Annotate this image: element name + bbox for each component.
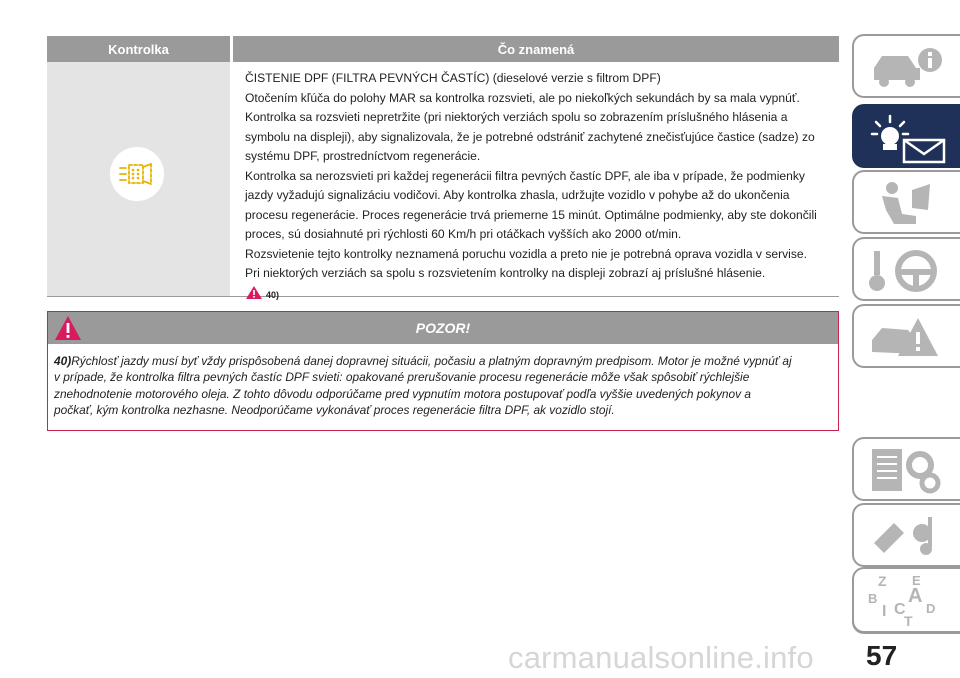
seat-airbag-icon — [868, 180, 948, 228]
index-letter: T — [904, 613, 913, 629]
warning-line: počkať, kým kontrolka nezhasne. Neodporúčame vykonávať proces regenerácie filtra DPF, ak vozidlo stojí. — [54, 402, 615, 417]
warning-reference[interactable] — [245, 285, 839, 300]
warning-line-text: Rýchlosť jazdy musí byť vždy prispôsobená danej dopravnej situácii, počasiu a platným dopravným predpisom. Motor je možné vypnúť aj — [71, 354, 792, 368]
meaning-line: procesu regenerácie. Proces regenerácie trvá priemerne 15 minút. Optimálne podmienky, aby ste dokončili — [245, 207, 817, 222]
tab-starting-driving[interactable] — [852, 237, 960, 301]
icon-cell — [47, 62, 230, 296]
technical-data-icon — [868, 513, 948, 561]
index-letter: B — [868, 591, 878, 606]
warning-lights-message-icon — [868, 114, 948, 164]
meaning-cell — [230, 62, 839, 300]
alphabetical-index-icon — [864, 571, 948, 631]
dpf-warning-light-icon — [110, 147, 164, 201]
warning-header — [48, 312, 838, 344]
tab-emergency[interactable] — [852, 304, 960, 368]
tab-car-info[interactable] — [852, 34, 960, 98]
maintenance-gears-icon — [868, 447, 948, 495]
warning-number: 40) — [54, 354, 72, 368]
page-number: 57 — [866, 640, 898, 671]
meaning-line: jazdy vyžadujú signalizáciu vodičovi. Aby kontrolka zhasla, udržujte vozidlo v pohybe až do ukončenia — [245, 188, 790, 202]
table-header — [47, 36, 839, 62]
index-letter: D — [926, 601, 936, 616]
tab-warning-lights[interactable] — [852, 104, 960, 168]
warning-line — [54, 353, 830, 369]
warning-text — [48, 344, 838, 418]
meaning-line: Otočením kľúča do polohy MAR sa kontrolka rozsvieti, ale po niekoľkých sekundách by sa mala vypnúť. — [245, 90, 800, 105]
index-letter: I — [882, 603, 887, 620]
tab-index[interactable] — [852, 567, 960, 633]
car-info-icon — [868, 44, 948, 92]
tab-safety[interactable] — [852, 170, 960, 234]
watermark: carmanualsonline.info — [508, 640, 814, 675]
tab-maintenance[interactable] — [852, 437, 960, 501]
meaning-line: Pri niektorých verziách sa spolu s rozsvietením kontrolky na displeji zobrazí aj príslušné hlásenie. — [245, 266, 766, 280]
table-row — [47, 62, 839, 300]
index-letter: C — [894, 601, 906, 618]
warning-line: znehodnotenie motorového oleja. Z tohto dôvodu odporúčame pred vypnutím motora postupovať podľa vyššie uvedených pokynov a — [54, 386, 751, 401]
car-breakdown-icon — [868, 314, 948, 362]
warning-line: v prípade, že kontrolka filtra pevných častíc DPF svieti: opakované prerušovanie procesu regenerácie môže však spôsobiť rýchlejšie — [54, 370, 750, 385]
header-meaning: Čo znamená — [230, 36, 839, 62]
index-letter: Z — [878, 573, 887, 589]
meaning-line: ČISTENIE DPF (FILTRA PEVNÝCH ČASTÍC) (dieselové verzie s filtrom DPF) — [245, 71, 661, 85]
warning-triangle-icon — [245, 285, 263, 300]
warning-title: POZOR! — [415, 320, 471, 336]
warning-box — [47, 311, 839, 431]
warning-light-table — [47, 36, 839, 300]
meaning-line: proces, sú dosiahnuté pri rýchlosti 60 Km/h pri otáčkach vyšších ako 2000 ot/min. — [245, 227, 682, 241]
meaning-line: symbolu na displeji), aby signalizovala, že je potrebné odstrániť zachytené znečisťujúce častice (sadze) zo — [245, 129, 815, 144]
reference-number: 40) — [266, 289, 280, 300]
meaning-line: Rozsvietenie tejto kontrolky neznamená poruchu vozidla a preto nie je potrebná oprava vozidla v servise. — [245, 246, 808, 261]
tab-technical-data[interactable] — [852, 503, 960, 567]
index-letter: A — [908, 585, 923, 607]
meaning-line: Kontrolka sa nerozsvieti pri každej regenerácii filtra pevných častíc DPF, ale iba v prípade, že podmienky — [245, 168, 805, 183]
meaning-line: Kontrolka sa rozsvieti nepretržite (pri niektorých verziách spolu so zobrazením príslušného hlásenia a — [245, 110, 788, 124]
meaning-line: systému DPF, prostredníctvom regenerácie. — [245, 149, 481, 163]
index-letter: E — [912, 573, 921, 588]
header-kontrolka: Kontrolka — [108, 41, 169, 57]
key-steering-wheel-icon — [868, 247, 948, 295]
